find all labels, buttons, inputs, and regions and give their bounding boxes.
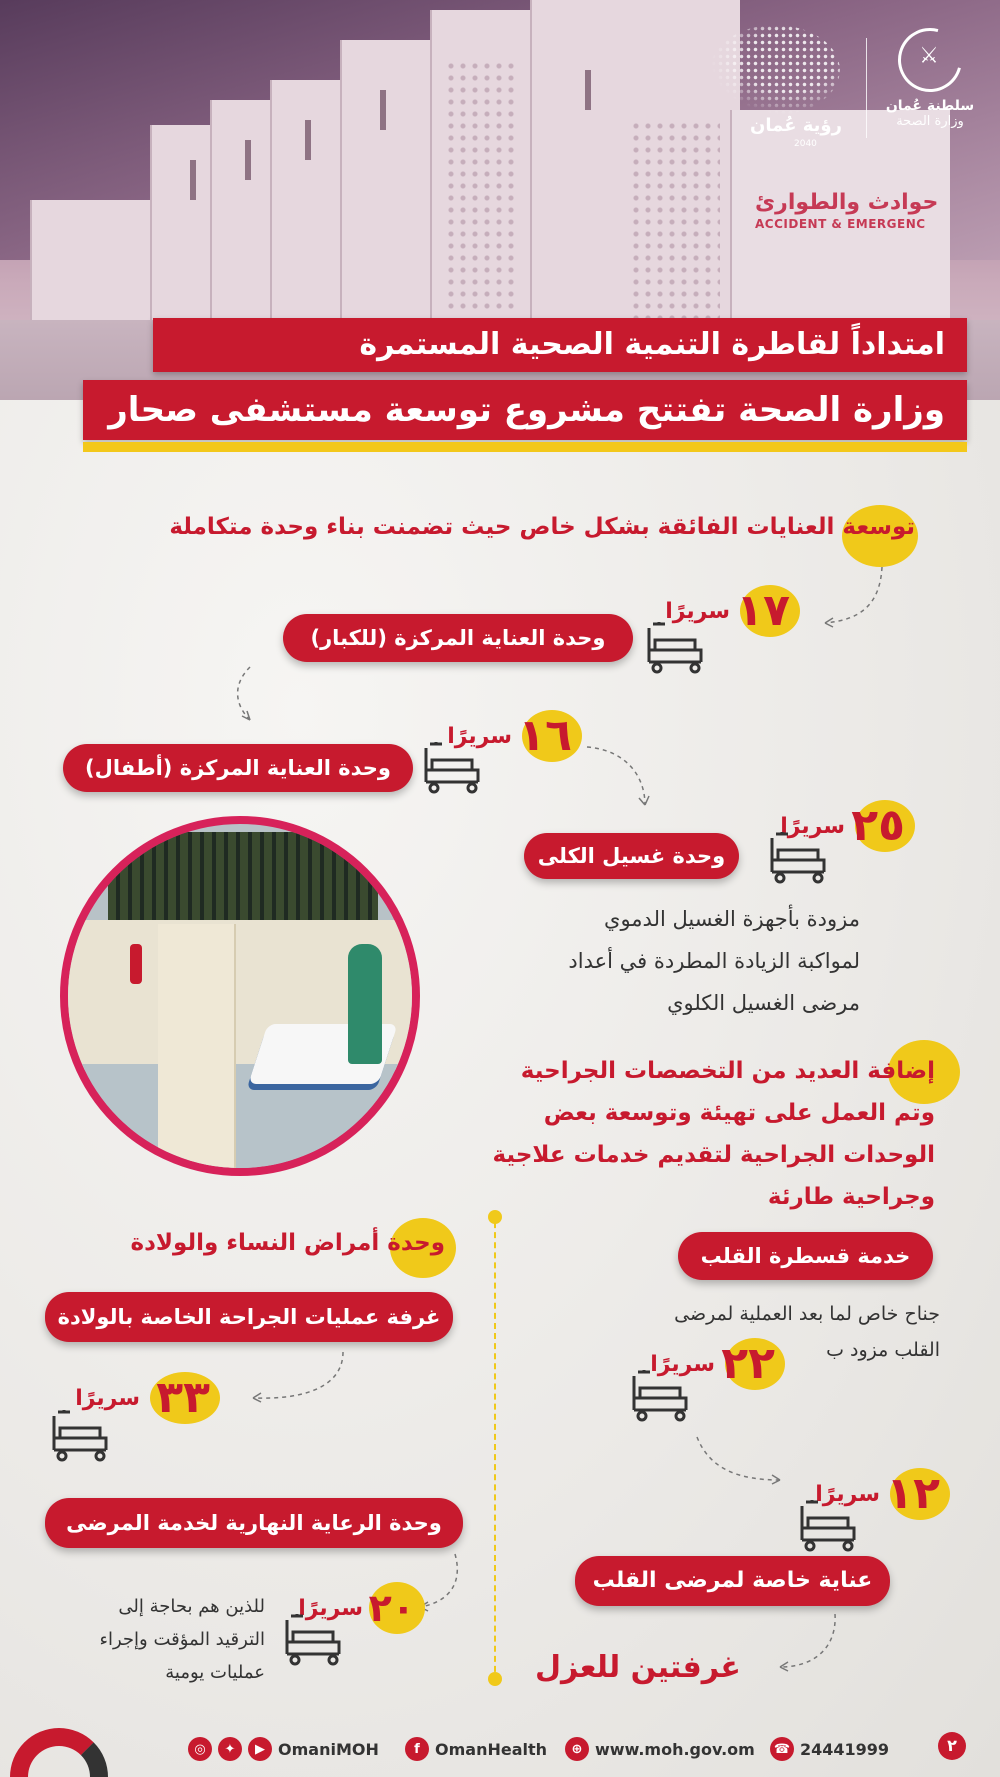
description-line: الترقيد المؤقت وإجراء [99,1629,265,1650]
count-label: سريرًا [780,814,845,839]
window [190,160,196,200]
title-underline [83,442,967,452]
unit-adult-icu: وحدة العناية المركزة (للكبار) [283,614,633,662]
unit-dialysis: وحدة غسيل الكلى [524,833,739,879]
count-number: ٣٣ [156,1372,210,1423]
globe-icon[interactable]: ⊕ [565,1737,589,1761]
count-label: سريرًا [650,1352,715,1377]
lattice-pattern [630,120,720,320]
count-label: سريرًا [665,599,730,624]
count-label: سريرًا [75,1386,140,1411]
oman-vision-2040-logo [690,25,850,149]
building-block [30,200,170,330]
hospital-bed-icon [768,830,832,884]
cardiac-cath-service: خدمة قسطرة القلب [678,1232,933,1280]
dashed-arrow [695,1435,785,1489]
heading-line: إضافة العديد من التخصصات الجراحية [520,1058,935,1084]
count-label: سريرًا [298,1596,363,1621]
description-line: جناح خاص لما بعد العملية لمرضى [674,1303,940,1325]
column-divider [494,1212,496,1682]
vision-logo-year: 2040 [794,139,817,149]
window [245,140,251,180]
hospital-bed-icon [645,620,709,674]
logo-divider [866,38,867,138]
description-line: لمواكبة الزيادة المطردة في أعداد [568,949,860,973]
description-line: مرضى الغسيل الكلوي [667,991,860,1015]
dashed-arrow [585,745,645,814]
instagram-icon[interactable]: ◎ [188,1737,212,1761]
ministry-logo-line1: سلطنة عُمان [885,98,975,114]
cardiac-care-unit: عناية خاصة لمرضى القلب [575,1556,890,1606]
page-number: ٢ [938,1732,966,1760]
divider-dot [488,1672,502,1686]
window [305,120,311,160]
hospital-interior-photo [60,816,420,1176]
facebook-icon[interactable]: f [405,1737,429,1761]
count-number: ١٦ [518,710,572,761]
ministry-logo-line2: وزارة الصحة [896,114,964,129]
phone-text[interactable]: 24441999 [800,1739,890,1759]
day-care-description [40,1590,265,1689]
building-block [270,80,350,325]
youtube-icon[interactable]: ▶ [248,1737,272,1761]
dashed-arrow [230,665,270,729]
phone-link[interactable] [770,1734,889,1764]
footer [0,1720,1000,1777]
count-number: ٢٥ [851,800,905,851]
oman-emblem-icon: ⚔ [886,16,973,103]
hospital-bed-icon [630,1368,694,1422]
description-line: عمليات يومية [165,1662,265,1683]
facebook-text[interactable]: OmanHealth [435,1739,548,1759]
icu-heading: توسعة العنايات الفائقة بشكل خاص حيث تضمنت بناء وحدة متكاملة [169,514,915,540]
phone-icon[interactable]: ☎ [770,1737,794,1761]
count-label: سريرًا [815,1482,880,1507]
count-number: ١٢ [886,1468,940,1519]
heading-line: وتم العمل على تهيئة وتوسعة بعض [543,1100,935,1126]
obgyn-unit-heading: وحدة أمراض النساء والولادة [130,1230,445,1256]
day-care-unit: وحدة الرعاية النهارية لخدمة المرضى [45,1498,463,1548]
ministry-of-health-logo [880,28,980,129]
website-text[interactable]: www.moh.gov.om [595,1739,755,1759]
dialysis-description [420,898,860,1024]
description-line: مزودة بأجهزة الغسيل الدموي [604,907,860,931]
delivery-operating-room: غرفة عمليات الجراحة الخاصة بالولادة [45,1292,453,1342]
description-line: للذين هم بحاجة إلى [118,1596,265,1617]
heading-line: الوحدات الجراحية لتقديم خدمات علاجية [492,1142,935,1168]
vision-dots-graphic [710,25,840,115]
hospital-bed-icon [283,1612,347,1666]
vision-logo-text: رؤية عُمان [750,115,842,136]
description-line: القلب مزود ب [826,1339,940,1361]
hospital-bed-icon [798,1498,862,1552]
photo-pillar [158,924,236,1176]
count-number: ٢٠ [368,1586,415,1630]
title-line-1: امتداداً لقاطرة التنمية الصحية المستمرة [153,318,967,372]
hospital-bed-icon [50,1408,114,1462]
divider-dot [488,1210,502,1224]
building-sign-arabic: حوادث والطوارئ [755,190,939,215]
social-handle-text[interactable]: OmaniMOH [278,1739,379,1759]
count-number: ٢٢ [721,1338,775,1389]
dashed-arrow [820,565,890,629]
building-block [340,40,440,325]
website-link[interactable] [565,1734,755,1764]
photo-display-board [108,832,378,920]
social-handle[interactable] [188,1734,379,1764]
photo-staff-member [348,944,382,1064]
photo-fire-extinguisher [130,944,142,984]
building-sign-english: ACCIDENT & EMERGENC [755,217,926,231]
dashed-arrow [248,1350,348,1409]
surgery-heading [492,1050,935,1218]
heading-line: وجراحية طارئة [767,1184,935,1210]
count-number: ١٧ [736,585,790,636]
title-line-2: وزارة الصحة تفتتح مشروع توسعة مستشفى صحار [83,380,967,440]
count-label: سريرًا [447,724,512,749]
facebook-link[interactable] [405,1734,547,1764]
hospital-bed-icon [422,740,486,794]
window [585,70,591,110]
unit-pediatric-icu: وحدة العناية المركزة (أطفال) [63,744,413,792]
twitter-icon[interactable]: ✦ [218,1737,242,1761]
window [380,90,386,130]
dashed-arrow [775,1612,845,1676]
lattice-pattern [445,60,515,310]
isolation-rooms: غرفتين للعزل [535,1650,741,1685]
